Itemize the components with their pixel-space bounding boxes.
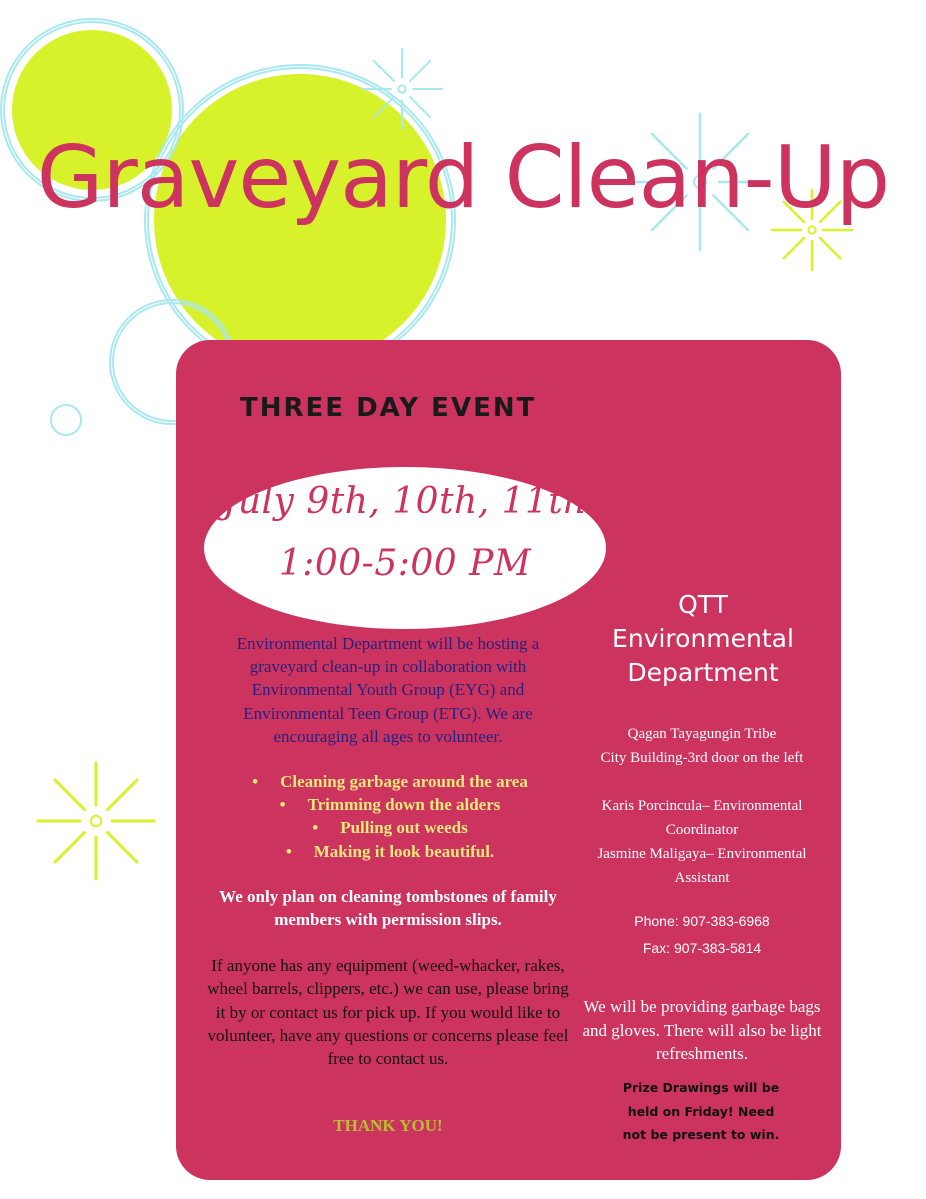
page-title: Graveyard Clean-Up [36, 128, 890, 228]
bullet-icon: • [279, 795, 286, 815]
task-list [200, 770, 580, 863]
event-heading: THREE DAY EVENT [240, 393, 537, 423]
location-info: Qagan Tayagungin Tribe City Building-3rd door on the left [600, 726, 804, 766]
fax-number: Fax: 907-383-5814 [642, 940, 762, 956]
prize-notice: Prize Drawings will be held on Friday! Need not be present to win. [622, 1080, 780, 1142]
staff-coordinator: Karis Porcincula– Environmental Coordinator [601, 798, 803, 838]
list-item: • Cleaning garbage around the area [252, 772, 528, 791]
bullet-icon: • [252, 772, 259, 791]
list-item: • Making it look beautiful. [285, 841, 495, 861]
event-dates: July 9th, 10th, 11th [222, 481, 588, 522]
department-heading: QTT Environmental Department [612, 590, 794, 687]
event-time: 1:00-5:00 PM [278, 543, 532, 584]
list-item: • Trimming down the alders [279, 795, 501, 815]
intro-paragraph: Environmental Department will be hosting a graveyard clean-up in collaboration with Environmental Youth Group (EYG) and Environmental Teen Group (ETG). We are encouraging all ages to volunteer. [236, 634, 540, 746]
sparkle-icon [362, 49, 442, 129]
supplies-paragraph: We will be providing garbage bags and gloves. There will also be light refreshments. [582, 997, 822, 1063]
list-item: • Pulling out weeds [312, 818, 468, 838]
phone-number: Phone: 907-383-6968 [634, 913, 770, 929]
bullet-icon: • [312, 818, 319, 838]
equipment-paragraph: If anyone has any equipment (weed-whacker, rakes, wheel barrels, clippers, etc.) we can use, please bring it by or contact us for pick up. If you would like to volunteer, have any questions or concerns please feel free to contact us. [207, 956, 569, 1069]
bullet-icon: • [285, 841, 292, 861]
permission-notice: We only plan on cleaning tombstones of family members with permission slips. [219, 887, 557, 929]
staff-assistant: Jasmine Maligaya– Environmental Assistant [597, 846, 807, 886]
sparkle-icon [38, 763, 154, 879]
thank-you-text: THANK YOU! [333, 1116, 443, 1135]
